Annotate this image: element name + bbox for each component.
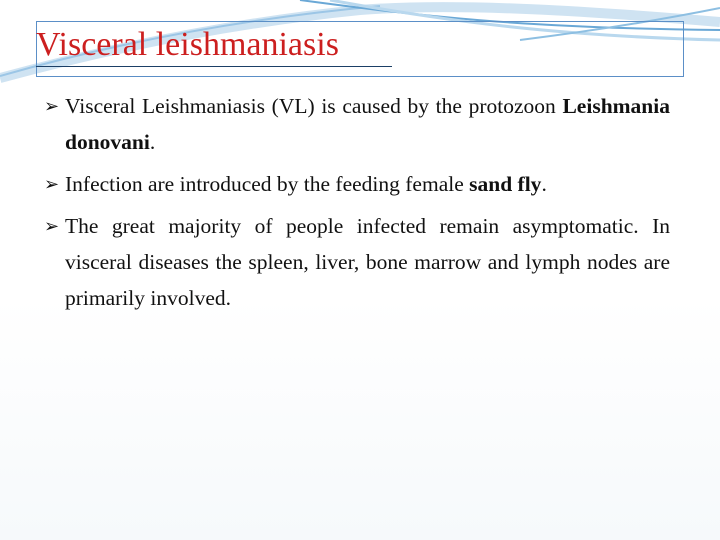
arrow-right-icon: ➢ <box>44 174 60 195</box>
arrow-right-icon: ➢ <box>44 96 60 117</box>
bullet-punctuation: . <box>541 172 547 196</box>
bullet-bold-text: Leishmania donovani <box>65 94 670 154</box>
bullet-list <box>44 88 670 322</box>
bullet-text: The great majority of people infected remain asymptomatic. In visceral diseases the spleen, liver, bone marrow and lymph nodes are primarily involved. <box>65 214 670 310</box>
bullet-item <box>44 166 670 202</box>
arrow-right-icon: ➢ <box>44 216 60 237</box>
bullet-item <box>44 88 670 160</box>
title-underline <box>36 66 392 67</box>
bullet-text: Infection are introduced by the feeding female <box>65 172 464 196</box>
bullet-item <box>44 208 670 316</box>
slide-title: Visceral leishmaniasis <box>36 26 339 63</box>
bullet-text: Visceral Leishmaniasis (VL) is caused by the protozoon <box>65 94 556 118</box>
bullet-punctuation: . <box>149 130 156 154</box>
bullet-bold-text: sand fly <box>469 172 542 196</box>
